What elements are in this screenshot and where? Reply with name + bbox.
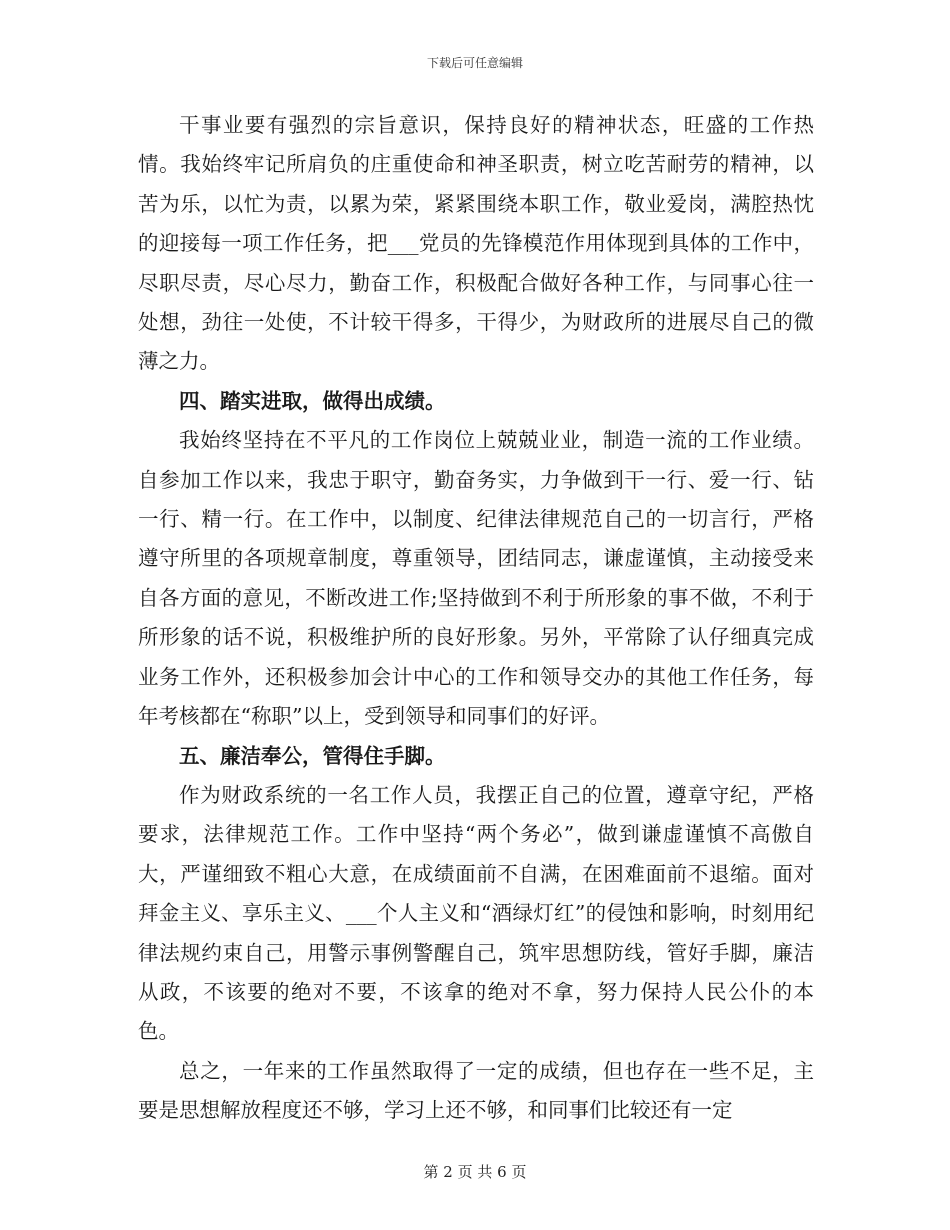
document-body [138, 106, 814, 1131]
body-paragraph: 我始终坚持在不平凡的工作岗位上兢兢业业，制造一流的工作业绩。自参加工作以来，我忠于职守，勤奋务实，力争做到干一行、爱一行、钻一行、精一行。在工作中，以制度、纪律法律规范自己的一切言行，严格遵守所里的各项规章制度，尊重领导，团结同志，谦虚谨慎，主动接受来自各方面的意见，不断改进工作;坚持做到不利于所形象的事不做，不利于所形象的话不说，积极维护所的良好形象。另外，平常除了认仔细真完成业务工作外，还积极参加会计中心的工作和领导交办的其他工作任务，每年考核都在“称职”以上，受到领导和同事们的好评。 [138, 428, 814, 729]
body-paragraph: 干事业要有强烈的宗旨意识，保持良好的精神状态，旺盛的工作热情。我始终牢记所肩负的庄重使命和神圣职责，树立吃苦耐劳的精神，以苦为乐，以忙为责，以累为荣，紧紧围绕本职工作，敬业爱岗，满腔热忱的迎接每一项工作任务，把___党员的先锋模范作用体现到具体的工作中，尽职尽责，尽心尽力，勤奋工作，积极配合做好各种工作，与同事心往一处想，劲往一处使，不计较干得多，干得少，为财政所的进展尽自己的微薄之力。 [138, 113, 814, 374]
section-heading: 四、踏实进取，做得出成绩。 [179, 388, 446, 413]
section-heading: 五、廉洁奉公，管得住手脚。 [179, 743, 446, 768]
body-paragraph: 作为财政系统的一名工作人员，我摆正自己的位置，遵章守纪，严格要求，法律规范工作。工作中坚持“两个务必”，做到谦虚谨慎不高傲自大，严谨细致不粗心大意，在成绩面前不自满，在困难面前不退缩。面对拜金主义、享乐主义、___个人主义和“酒绿灯红”的侵蚀和影响，时刻用纪律法规约束自己，用警示事例警醒自己，筑牢思想防线，管好手脚，廉洁从政，不该要的绝对不要，不该拿的绝对不拿，努力保持人民公仆的本色。 [138, 782, 814, 1044]
page-number: 第 2 页 共 6 页 [423, 1163, 527, 1181]
page-header-note: 下载后可任意编辑 [426, 56, 523, 70]
body-paragraph: 总之，一年来的工作虽然取得了一定的成绩，但也存在一些不足，主要是思想解放程度还不够，学习上还不够，和同事们比较还有一定 [138, 1058, 814, 1123]
